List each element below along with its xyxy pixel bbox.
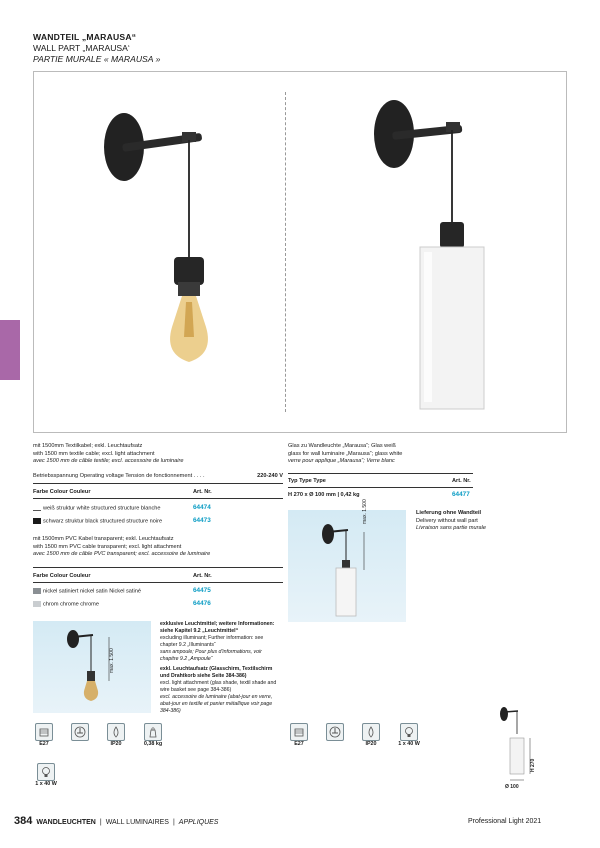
- icon-row-left: E27 IP20 0,38 kg: [33, 723, 165, 747]
- icon-row-right: E27 IP20 1 x 40 W: [288, 723, 422, 747]
- left-desc2-fr: avec 1500 mm de câble PVC transparent; excl. accessoire de luminaire: [33, 551, 211, 558]
- bulb-icon: [400, 723, 418, 741]
- dim-diameter: Ø 100: [505, 784, 519, 790]
- right-row-type: H 270 x Ø 100 mm | 0,42 kg: [288, 492, 360, 498]
- footer-left: 384 WANDLEUCHTEN | WALL LUMINAIRES | APPLIQUES: [14, 815, 219, 827]
- photo-divider: [285, 92, 286, 412]
- swatch-chrome: [33, 601, 41, 607]
- weight-icon: [144, 723, 162, 741]
- table-row: weiß struktur white structured structure blanche: [33, 505, 161, 513]
- rule: [33, 483, 283, 484]
- dim-max-right: max. 1.500: [362, 499, 368, 524]
- e27-icon: [290, 723, 308, 741]
- voltage-label: Betriebsspannung Operating voltage Tension de fonctionnement . . . .: [33, 473, 205, 479]
- art-number: 64477: [452, 491, 470, 498]
- rule: [288, 473, 473, 474]
- art-number: 64476: [193, 600, 211, 607]
- rule: [33, 498, 283, 499]
- right-desc-fr: verre pour applique „Marausa“; Verre blanc: [288, 458, 395, 465]
- right-table-head-art: Art. Nr.: [452, 478, 471, 484]
- note1-fr: sans ampoule; Pour plus d'informations, voir chapitre 9.2 „Ampoule“: [160, 649, 262, 662]
- right-table-head-type: Typ Type Type: [288, 478, 326, 484]
- rule: [33, 567, 283, 568]
- table2-head-colour: Farbe Colour Couleur: [33, 573, 91, 579]
- notes-block: [160, 621, 280, 715]
- left-desc-en: with 1500 mm textile cable; excl. light attachment: [33, 450, 155, 457]
- art-number: 64475: [193, 587, 211, 594]
- note2-de: exkl. Leuchtaufsatz (Glasschirm, Textilschirm und Drahtkorb siehe Seite 384-386): [160, 666, 273, 679]
- table-row: chrom chrome chrome: [33, 601, 99, 609]
- art-number: 64474: [193, 504, 211, 511]
- note2-fr: excl. accessoire de luminaire (abat-jour en verre, abat-jour en textile et panier métallique voir page 384-386): [160, 694, 273, 714]
- note2-en: excl. light attachment (glas shade, textil shade and wire basket see page 384-386): [160, 680, 277, 693]
- title-de: WANDTEIL „MARAUSA“: [33, 32, 137, 42]
- left-description: [33, 443, 283, 466]
- note1-de: exklusive Leuchtmittel; weitere Informationen: siehe Kapitel 9.2 „Leuchtmittel“: [160, 621, 275, 634]
- right-description: [288, 443, 488, 466]
- right-note-en: Delivery without wall part: [416, 517, 478, 524]
- lamp-bulb-image: [94, 92, 244, 412]
- rule: [288, 487, 473, 488]
- ip20-icon: [362, 723, 380, 741]
- chapter-tab: [0, 320, 20, 380]
- right-note: [416, 510, 566, 533]
- product-photo-frame: [33, 71, 567, 433]
- rule: [33, 582, 283, 583]
- dim-height: H 270: [530, 758, 536, 772]
- left-description-2: [33, 536, 283, 559]
- right-desc-en: glass for wall luminaire „Marausa“; glass white: [288, 450, 403, 457]
- swatch-black: [33, 518, 41, 524]
- table1-head-art: Art. Nr.: [193, 489, 212, 495]
- title-en: WALL PART „MARAUSA‘: [33, 43, 130, 53]
- art-number: 64473: [193, 517, 211, 524]
- dim-max-left: max. 1.500: [109, 648, 115, 673]
- icon-bulb-left: 1 x 40 W: [33, 763, 59, 787]
- earth-icon: [326, 723, 344, 741]
- glass-dimension-drawing: [486, 700, 556, 790]
- right-note-fr: Livraison sans partie murale: [416, 525, 486, 532]
- note1-en: excluding illuminant; Further information: see chapter 9.2 „Illuminants“: [160, 635, 264, 648]
- dimension-image-bulb: [33, 621, 151, 713]
- left-desc2-de: mit 1500mm PVC Kabel transparent; exkl. Leuchtaufsatz: [33, 536, 174, 542]
- left-desc-de: mit 1500mm Textilkabel; exkl. Leuchtaufsatz: [33, 443, 143, 449]
- right-desc-de: Glas zu Wandleuchte „Marausa“; Glas weiß: [288, 443, 396, 449]
- dimension-image-glass: [288, 510, 406, 622]
- table-row: nickel satiniert nickel satin Nickel satiné: [33, 588, 141, 596]
- e27-icon: [35, 723, 53, 741]
- swatch-white: [33, 505, 41, 511]
- right-note-de: Lieferung ohne Wandteil: [416, 510, 482, 516]
- voltage-row: [33, 473, 283, 481]
- page-number: 384: [14, 815, 33, 827]
- title-fr: PARTIE MURALE « MARAUSA »: [33, 54, 161, 64]
- table2-head-art: Art. Nr.: [193, 573, 212, 579]
- earth-icon: [71, 723, 89, 741]
- ip20-icon: [107, 723, 125, 741]
- bulb-icon: [37, 763, 55, 781]
- left-desc2-en: with 1500 mm PVC cable transparent; excl. light attachment: [33, 543, 182, 550]
- left-desc-fr: avec 1500 mm de câble textile; excl. accessoire de luminaire: [33, 458, 184, 465]
- dimension-drawing: [33, 621, 151, 713]
- table-row: schwarz struktur black structured structure noire: [33, 518, 162, 526]
- footer-brand: Professional Light 2021: [468, 818, 542, 825]
- dimension-drawing: [288, 510, 406, 622]
- lamp-glass-image: [354, 92, 504, 412]
- voltage-value: 220-240 V: [257, 473, 283, 479]
- swatch-nickel: [33, 588, 41, 594]
- table1-head-colour: Farbe Colour Couleur: [33, 489, 91, 495]
